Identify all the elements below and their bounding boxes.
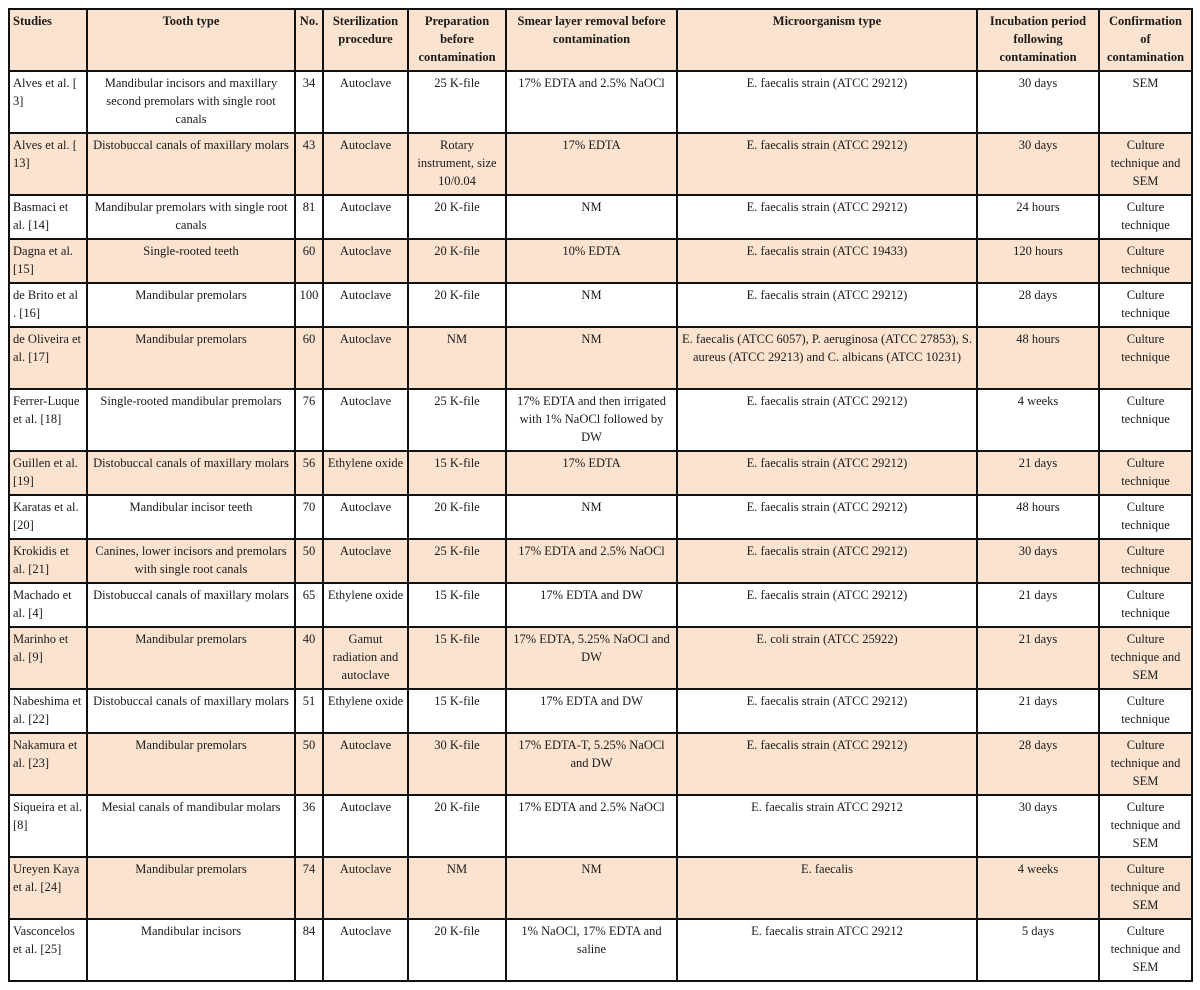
cell-count: 56	[295, 451, 323, 495]
studies-table	[8, 8, 1193, 982]
cell-confirmation: Culture technique	[1099, 195, 1192, 239]
cell-tooth-type: Mandibular premolars	[87, 857, 295, 919]
cell-sterilization: Autoclave	[323, 539, 408, 583]
cell-tooth-type: Mandibular incisors	[87, 919, 295, 981]
cell-tooth-type: Single-rooted teeth	[87, 239, 295, 283]
table-row	[9, 327, 1192, 389]
table-row	[9, 195, 1192, 239]
cell-count: 50	[295, 539, 323, 583]
cell-smear-layer: 17% EDTA	[506, 451, 677, 495]
cell-microorganism: E. faecalis strain ATCC 29212	[677, 795, 977, 857]
table-header	[9, 9, 1192, 71]
cell-incubation: 21 days	[977, 583, 1099, 627]
table-row	[9, 389, 1192, 451]
cell-tooth-type: Mandibular incisors and maxillary second premolars with single root canals	[87, 71, 295, 133]
cell-preparation: 25 K-file	[408, 71, 506, 133]
cell-incubation: 28 days	[977, 283, 1099, 327]
table-row	[9, 133, 1192, 195]
cell-sterilization: Autoclave	[323, 283, 408, 327]
header-smear-layer: Smear layer removal before contamination	[506, 9, 677, 71]
cell-sterilization: Autoclave	[323, 195, 408, 239]
cell-incubation: 30 days	[977, 133, 1099, 195]
header-preparation: Preparation before contamination	[408, 9, 506, 71]
cell-study: Nabeshima et al. [22]	[9, 689, 87, 733]
cell-confirmation: Culture technique	[1099, 495, 1192, 539]
cell-sterilization: Autoclave	[323, 733, 408, 795]
table-row	[9, 451, 1192, 495]
cell-tooth-type: Distobuccal canals of maxillary molars	[87, 689, 295, 733]
cell-tooth-type: Mandibular premolars	[87, 327, 295, 389]
cell-microorganism: E. faecalis	[677, 857, 977, 919]
cell-microorganism: E. faecalis strain (ATCC 29212)	[677, 71, 977, 133]
cell-smear-layer: NM	[506, 195, 677, 239]
cell-microorganism: E. faecalis strain (ATCC 29212)	[677, 583, 977, 627]
cell-preparation: 20 K-file	[408, 283, 506, 327]
cell-incubation: 48 hours	[977, 495, 1099, 539]
cell-tooth-type: Mandibular premolars	[87, 733, 295, 795]
cell-count: 74	[295, 857, 323, 919]
cell-incubation: 4 weeks	[977, 389, 1099, 451]
cell-microorganism: E. faecalis strain (ATCC 29212)	[677, 733, 977, 795]
cell-confirmation: SEM	[1099, 71, 1192, 133]
table-row	[9, 795, 1192, 857]
cell-study: Dagna et al. [15]	[9, 239, 87, 283]
cell-microorganism: E. faecalis strain (ATCC 29212)	[677, 283, 977, 327]
cell-study: Guillen et al. [19]	[9, 451, 87, 495]
header-row	[9, 9, 1192, 71]
cell-smear-layer: 17% EDTA	[506, 133, 677, 195]
table-row	[9, 71, 1192, 133]
cell-confirmation: Culture technique	[1099, 689, 1192, 733]
cell-count: 84	[295, 919, 323, 981]
cell-count: 51	[295, 689, 323, 733]
cell-incubation: 30 days	[977, 71, 1099, 133]
cell-tooth-type: Distobuccal canals of maxillary molars	[87, 451, 295, 495]
cell-incubation: 28 days	[977, 733, 1099, 795]
cell-sterilization: Autoclave	[323, 71, 408, 133]
cell-confirmation: Culture technique	[1099, 327, 1192, 389]
table-row	[9, 733, 1192, 795]
cell-microorganism: E. faecalis strain (ATCC 29212)	[677, 689, 977, 733]
cell-sterilization: Autoclave	[323, 239, 408, 283]
header-count: No.	[295, 9, 323, 71]
cell-study: Ureyen Kaya et al. [24]	[9, 857, 87, 919]
header-studies: Studies	[9, 9, 87, 71]
cell-smear-layer: NM	[506, 283, 677, 327]
cell-study: de Oliveira et al. [17]	[9, 327, 87, 389]
cell-microorganism: E. faecalis strain ATCC 29212	[677, 919, 977, 981]
cell-study: Alves et al. [ 13]	[9, 133, 87, 195]
cell-study: Alves et al. [ 3]	[9, 71, 87, 133]
table-row	[9, 857, 1192, 919]
cell-preparation: NM	[408, 327, 506, 389]
cell-microorganism: E. faecalis (ATCC 6057), P. aeruginosa (ATCC 27853), S. aureus (ATCC 29213) and C. albicans (ATCC 10231)	[677, 327, 977, 389]
cell-confirmation: Culture technique	[1099, 539, 1192, 583]
cell-preparation: 20 K-file	[408, 195, 506, 239]
cell-count: 34	[295, 71, 323, 133]
table-row	[9, 239, 1192, 283]
cell-incubation: 30 days	[977, 539, 1099, 583]
cell-smear-layer: 17% EDTA and DW	[506, 689, 677, 733]
cell-confirmation: Culture technique	[1099, 389, 1192, 451]
cell-microorganism: E. coli strain (ATCC 25922)	[677, 627, 977, 689]
cell-count: 76	[295, 389, 323, 451]
cell-preparation: 15 K-file	[408, 627, 506, 689]
cell-sterilization: Autoclave	[323, 495, 408, 539]
cell-microorganism: E. faecalis strain (ATCC 29212)	[677, 389, 977, 451]
cell-count: 81	[295, 195, 323, 239]
cell-preparation: 20 K-file	[408, 495, 506, 539]
cell-microorganism: E. faecalis strain (ATCC 29212)	[677, 133, 977, 195]
cell-tooth-type: Mandibular premolars	[87, 627, 295, 689]
cell-confirmation: Culture technique and SEM	[1099, 627, 1192, 689]
cell-tooth-type: Mandibular premolars	[87, 283, 295, 327]
cell-preparation: 30 K-file	[408, 733, 506, 795]
table-row	[9, 583, 1192, 627]
cell-incubation: 21 days	[977, 627, 1099, 689]
cell-smear-layer: 1% NaOCl, 17% EDTA and saline	[506, 919, 677, 981]
table-body	[9, 71, 1192, 981]
cell-study: de Brito et al . [16]	[9, 283, 87, 327]
cell-microorganism: E. faecalis strain (ATCC 29212)	[677, 539, 977, 583]
cell-study: Nakamura et al. [23]	[9, 733, 87, 795]
cell-count: 36	[295, 795, 323, 857]
cell-study: Basmaci et al. [14]	[9, 195, 87, 239]
cell-confirmation: Culture technique and SEM	[1099, 733, 1192, 795]
cell-preparation: 25 K-file	[408, 389, 506, 451]
cell-smear-layer: 17% EDTA, 5.25% NaOCl and DW	[506, 627, 677, 689]
cell-confirmation: Culture technique and SEM	[1099, 133, 1192, 195]
header-incubation: Incubation period following contamination	[977, 9, 1099, 71]
cell-tooth-type: Distobuccal canals of maxillary molars	[87, 133, 295, 195]
cell-incubation: 24 hours	[977, 195, 1099, 239]
cell-tooth-type: Canines, lower incisors and premolars with single root canals	[87, 539, 295, 583]
cell-sterilization: Autoclave	[323, 327, 408, 389]
cell-confirmation: Culture technique	[1099, 283, 1192, 327]
cell-preparation: 20 K-file	[408, 795, 506, 857]
cell-tooth-type: Mesial canals of mandibular molars	[87, 795, 295, 857]
cell-preparation: Rotary instrument, size 10/0.04	[408, 133, 506, 195]
header-tooth-type: Tooth type	[87, 9, 295, 71]
cell-smear-layer: 17% EDTA and DW	[506, 583, 677, 627]
cell-preparation: 25 K-file	[408, 539, 506, 583]
cell-microorganism: E. faecalis strain (ATCC 29212)	[677, 195, 977, 239]
cell-count: 70	[295, 495, 323, 539]
cell-confirmation: Culture technique and SEM	[1099, 857, 1192, 919]
cell-smear-layer: 17% EDTA and 2.5% NaOCl	[506, 539, 677, 583]
cell-sterilization: Autoclave	[323, 919, 408, 981]
cell-sterilization: Autoclave	[323, 389, 408, 451]
cell-confirmation: Culture technique	[1099, 451, 1192, 495]
cell-incubation: 120 hours	[977, 239, 1099, 283]
cell-incubation: 30 days	[977, 795, 1099, 857]
cell-incubation: 21 days	[977, 689, 1099, 733]
cell-confirmation: Culture technique and SEM	[1099, 795, 1192, 857]
cell-confirmation: Culture technique and SEM	[1099, 919, 1192, 981]
cell-sterilization: Ethylene oxide	[323, 689, 408, 733]
cell-incubation: 5 days	[977, 919, 1099, 981]
cell-sterilization: Gamut radiation and autoclave	[323, 627, 408, 689]
cell-smear-layer: 17% EDTA and 2.5% NaOCl	[506, 795, 677, 857]
cell-preparation: 15 K-file	[408, 583, 506, 627]
cell-tooth-type: Mandibular premolars with single root canals	[87, 195, 295, 239]
cell-smear-layer: 10% EDTA	[506, 239, 677, 283]
cell-study: Ferrer-Luque et al. [18]	[9, 389, 87, 451]
cell-sterilization: Autoclave	[323, 133, 408, 195]
table-row	[9, 495, 1192, 539]
cell-preparation: 20 K-file	[408, 239, 506, 283]
cell-microorganism: E. faecalis strain (ATCC 29212)	[677, 451, 977, 495]
cell-sterilization: Ethylene oxide	[323, 583, 408, 627]
cell-study: Vasconcelos et al. [25]	[9, 919, 87, 981]
table-row	[9, 689, 1192, 733]
studies-table-container	[8, 8, 1193, 982]
cell-incubation: 48 hours	[977, 327, 1099, 389]
cell-count: 60	[295, 327, 323, 389]
cell-smear-layer: 17% EDTA-T, 5.25% NaOCl and DW	[506, 733, 677, 795]
table-row	[9, 283, 1192, 327]
cell-tooth-type: Single-rooted mandibular premolars	[87, 389, 295, 451]
header-microorganism: Microorganism type	[677, 9, 977, 71]
cell-confirmation: Culture technique	[1099, 239, 1192, 283]
cell-smear-layer: NM	[506, 857, 677, 919]
cell-count: 43	[295, 133, 323, 195]
cell-tooth-type: Distobuccal canals of maxillary molars	[87, 583, 295, 627]
cell-sterilization: Autoclave	[323, 795, 408, 857]
header-confirmation: Confirmation of contamination	[1099, 9, 1192, 71]
cell-sterilization: Autoclave	[323, 857, 408, 919]
cell-count: 40	[295, 627, 323, 689]
cell-smear-layer: 17% EDTA and then irrigated with 1% NaOCl followed by DW	[506, 389, 677, 451]
cell-study: Krokidis et al. [21]	[9, 539, 87, 583]
cell-confirmation: Culture technique	[1099, 583, 1192, 627]
cell-microorganism: E. faecalis strain (ATCC 19433)	[677, 239, 977, 283]
table-row	[9, 919, 1192, 981]
cell-study: Siqueira et al. [8]	[9, 795, 87, 857]
cell-preparation: NM	[408, 857, 506, 919]
cell-preparation: 15 K-file	[408, 689, 506, 733]
cell-sterilization: Ethylene oxide	[323, 451, 408, 495]
cell-study: Machado et al. [4]	[9, 583, 87, 627]
cell-smear-layer: NM	[506, 495, 677, 539]
table-row	[9, 627, 1192, 689]
cell-preparation: 20 K-file	[408, 919, 506, 981]
cell-smear-layer: NM	[506, 327, 677, 389]
cell-preparation: 15 K-file	[408, 451, 506, 495]
cell-incubation: 21 days	[977, 451, 1099, 495]
cell-count: 100	[295, 283, 323, 327]
cell-study: Marinho et al. [9]	[9, 627, 87, 689]
table-row	[9, 539, 1192, 583]
header-sterilization: Sterilization procedure	[323, 9, 408, 71]
cell-incubation: 4 weeks	[977, 857, 1099, 919]
cell-tooth-type: Mandibular incisor teeth	[87, 495, 295, 539]
cell-count: 50	[295, 733, 323, 795]
cell-count: 60	[295, 239, 323, 283]
cell-study: Karatas et al. [20]	[9, 495, 87, 539]
cell-microorganism: E. faecalis strain (ATCC 29212)	[677, 495, 977, 539]
cell-smear-layer: 17% EDTA and 2.5% NaOCl	[506, 71, 677, 133]
cell-count: 65	[295, 583, 323, 627]
